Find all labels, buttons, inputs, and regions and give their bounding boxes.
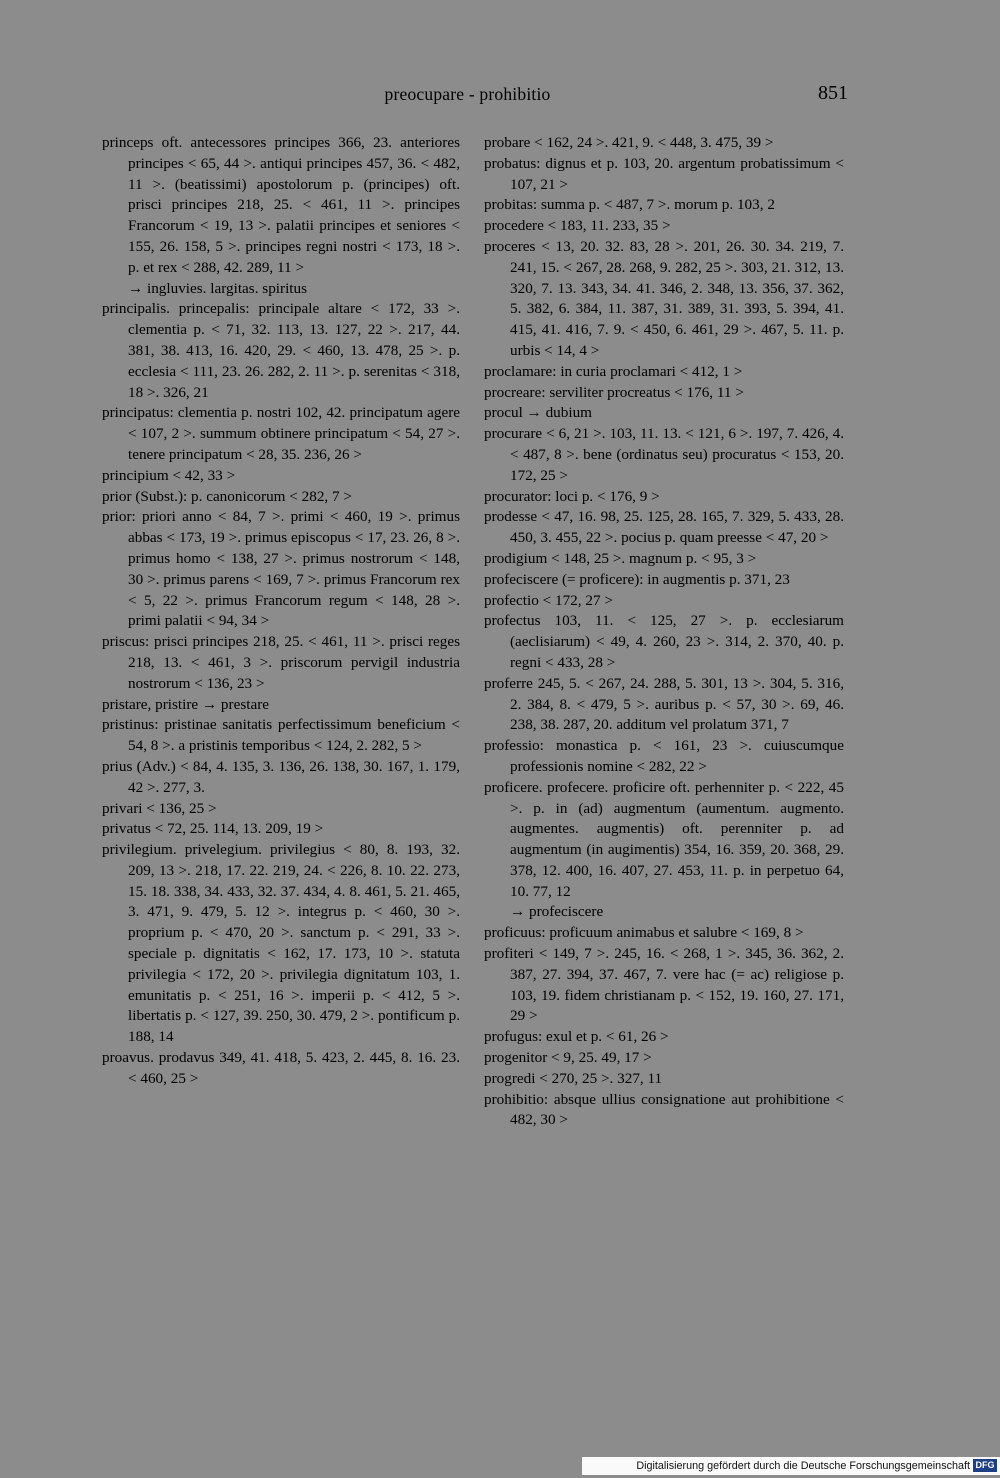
index-entry: prior (Subst.): p. canonicorum < 282, 7 > xyxy=(102,487,352,505)
running-title: preocupare - prohibitio xyxy=(384,84,551,104)
index-entry: profeciscere (= proficere): in augmentis p. 371, 23 xyxy=(484,570,790,588)
index-entry: procurator: loci p. < 176, 9 > xyxy=(484,487,660,505)
index-entry: proceres < 13, 20. 32. 83, 28 >. 201, 26. 30. 34. 219, 7. 241, 15. < 267, 28. 268, 9. 282, 25 >. 303, 21. 312, 13. 320, 7. 13. 343, 34. 41. 346, 2. 348, 13. 356, 37. 362, 5. 382, 6. 384, 11. 387, 31. 389, 31. 393, 5. 394, 41. 415, 41. 416, 7. 9. < 450, 6. 461, 29 >. 467, 5. 11. p. urbis < 14, 4 > xyxy=(484,237,844,359)
index-entry: prius (Adv.) < 84, 4. 135, 3. 136, 26. 138, 30. 167, 1. 179, 42 >. 277, 3. xyxy=(102,757,460,796)
index-entry: princeps oft. antecessores principes 366, 23. anteriores principes < 65, 44 >. antiqui principes 457, 36. < 482, 11 >. (beatissimi) apostolorum p. (principes) oft. prisci principes 218, 25. < 461, 11 >. principes Francorum < 19, 13 >. palatii principes et seniores < 155, 26. 158, 5 >. principes regni nostri < 173, 18 >. p. et rex < 288, 42. 289, 11 > → ingluvies. largitas. spiritus xyxy=(102,134,460,297)
index-entry: progredi < 270, 25 >. 327, 11 xyxy=(484,1069,663,1087)
index-entry: prohibitio: absque ullius consignatione aut prohibitione < 482, 30 > xyxy=(484,1090,844,1129)
index-entry: profectus 103, 11. < 125, 27 >. p. ecclesiarum (aeclisiarum) < 49, 4. 260, 23 >. 314, 2. 370, 40. p. regni < 433, 28 > xyxy=(484,612,844,671)
funding-credit-bar xyxy=(582,1457,1000,1475)
index-entry: professio: monastica p. < 161, 23 >. cuiuscumque professionis nomine < 282, 22 > xyxy=(484,737,844,775)
index-entry: profiteri < 149, 7 >. 245, 16. < 268, 1 >. 345, 36. 362, 2. 387, 27. 394, 37. 467, 7. vere hac (= ac) religiose p. 103, 19. fidem christianam p. < 152, 19. 160, 27. 171, 29 > xyxy=(484,945,844,1025)
funding-credit-text: Digitalisierung gefördert durch die Deutsche Forschungsgemeinschaft xyxy=(636,1460,970,1472)
page-number: 851 xyxy=(818,82,848,104)
index-entry: prior: priori anno < 84, 7 >. primi < 460, 19 >. primus abbas < 173, 19 >. primus episcopus < 17, 23. 26, 8 >. primus homo < 138, 27 >. primus nostrorum < 148, 30 >. primus parens < 169, 7 >. primus Francorum rex < 5, 22 >. primus Francorum regum < 148, 28 >. primi palatii < 94, 34 > xyxy=(102,508,460,630)
dfg-logo-icon: DFG xyxy=(973,1459,997,1472)
index-entry: profugus: exul et p. < 61, 26 > xyxy=(484,1028,669,1046)
index-entry: principatus: clementia p. nostri 102, 42. principatum agere < 107, 2 >. summum obtinere principatum < 54, 27 >. tenere principatum < 28, 35. 236, 26 > xyxy=(102,404,460,463)
index-entry: procedere < 183, 11. 233, 35 > xyxy=(484,217,671,235)
index-entry: privilegium. privelegium. privilegius < 80, 8. 193, 32. 209, 13 >. 218, 17. 22. 219, 24. < 226, 8. 10. 22. 273, 15. 18. 338, 34. 433, 32. 37. 434, 4. 8. 461, 5. 21. 465, 3. 471, 9. 479, 5. 12 >. integrus p. < 460, 30 >. proprium p. < 470, 20 >. sanctum p. < 291, 33 >. speciale p. dignitatis < 162, 17. 173, 10 >. statuta privilegia < 172, 20 >. privilegia dignitatum 103, 1. emunitatis p. < 251, 16 >. imperii p. < 412, 5 >. libertatis p. < 127, 39. 250, 30. 479, 2 >. pontificum p. 188, 14 xyxy=(102,841,460,1046)
index-entry: procul → dubium xyxy=(484,404,592,422)
index-entry: procreare: serviliter procreatus < 176, 11 > xyxy=(484,383,744,401)
index-entry: progenitor < 9, 25. 49, 17 > xyxy=(484,1049,652,1067)
index-entry: privatus < 72, 25. 114, 13. 209, 19 > xyxy=(102,820,324,838)
index-entry: priscus: prisci principes 218, 25. < 461, 11 >. prisci reges 218, 13. < 461, 3 >. priscorum pervigil industria nostrorum < 136, 23 > xyxy=(102,633,460,692)
index-entry: profectio < 172, 27 > xyxy=(484,591,613,609)
index-entry: proferre 245, 5. < 267, 24. 288, 5. 301, 13 >. 304, 5. 316, 2. 384, 8. < 479, 5 >. auribus p. < 57, 30 >. 69, 46. 238, 38. 287, 20. additum vel prolatum 371, 7 xyxy=(484,674,844,734)
index-entry: proficuus: proficuum animabus et salubre < 169, 8 > xyxy=(484,924,804,942)
index-entry: proficere. profecere. proficire oft. perhenniter p. < 222, 45 >. p. in (ad) augmentum (aumentum. augmento. augmentes. augmentis) oft. perenniter p. ad augmentum (in augimentis) 354, 16. 359, 20. 368, 29. 378, 12. 400, 16. 407, 27. 453, 11. p. in perpetuo 64, 10. 77, 12 → profeciscere xyxy=(484,778,844,921)
index-entry: probare < 162, 24 >. 421, 9. < 448, 3. 475, 39 > xyxy=(484,134,774,151)
index-entry: pristinus: pristinae sanitatis perfectissimum beneficium < 54, 8 >. a pristinis temporibus < 124, 2. 282, 5 > xyxy=(102,716,460,755)
index-entry: principalis. princepalis: principale altare < 172, 33 >. clementia p. < 71, 32. 113, 13. 127, 22 >. 217, 44. 381, 38. 413, 16. 420, 29. < 460, 13. 478, 25 >. p. ecclesia < 111, 23. 26. 282, 2. 11 >. p. serenitas < 318, 18 >. 326, 21 xyxy=(102,300,460,401)
index-column-left xyxy=(102,133,460,1090)
index-entry: pristare, pristire → prestare xyxy=(102,695,269,713)
index-column-right xyxy=(484,133,844,1131)
index-entry: probitas: summa p. < 487, 7 >. morum p. 103, 2 xyxy=(484,196,775,214)
index-entry: prodesse < 47, 16. 98, 25. 125, 28. 165, 7. 329, 5. 433, 28. 450, 3. 455, 22 >. pocius p. quam preesse < 47, 20 > xyxy=(484,508,844,547)
index-entry: prodigium < 148, 25 >. magnum p. < 95, 3 > xyxy=(484,549,757,567)
index-entry: probatus: dignus et p. 103, 20. argentum probatissimum < 107, 21 > xyxy=(484,154,844,193)
index-entry: proclamare: in curia proclamari < 412, 1 > xyxy=(484,362,743,380)
index-entry: procurare < 6, 21 >. 103, 11. 13. < 121, 6 >. 197, 7. 426, 4. < 487, 8 >. bene (ordinatus seu) procuratus < 153, 20. 172, 25 > xyxy=(484,425,844,484)
index-entry: privari < 136, 25 > xyxy=(102,799,217,817)
index-entry: principium < 42, 33 > xyxy=(102,466,236,484)
index-entry: proavus. prodavus 349, 41. 418, 5. 423, 2. 445, 8. 16. 23. < 460, 25 > xyxy=(102,1049,460,1087)
